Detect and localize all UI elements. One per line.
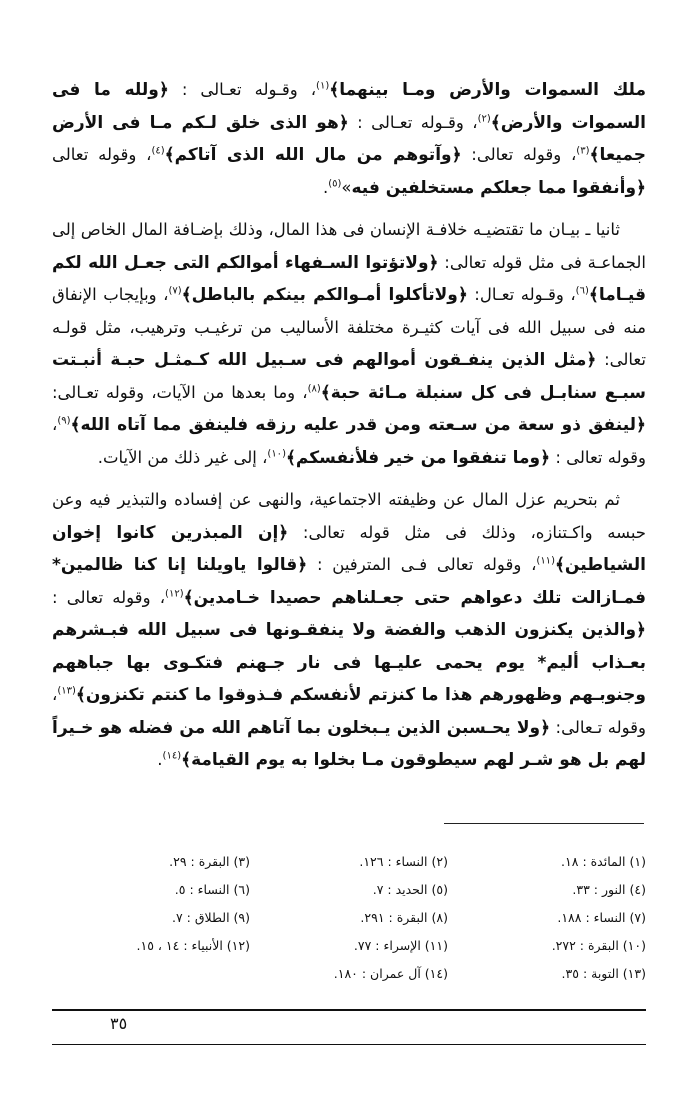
quran-verse: ﴿هو الذى خلق لـكم مـا فى الأرض جميعا﴾ bbox=[52, 112, 647, 165]
footnote-marker: (٦) bbox=[575, 285, 589, 297]
footnote-marker: (١٤) bbox=[162, 750, 182, 762]
footnote-marker: (١) bbox=[316, 80, 330, 92]
footnote-item: (٨) البقرة : ٢٩١. bbox=[360, 910, 448, 925]
footnote-row bbox=[52, 876, 646, 904]
quran-verse: ﴿والذين يكنزون الذهب والفضة ولا ينفقـونها فى سبيل الله فبـشرهم بعـذاب أليم* يوم يحمى عليـها فى نار جـهنم فتكـوى بها جباههم وجنوبـهم وظهورهم هذا ما كنزتم لأنفسكم فـذوقوا ما كنتم تكنزون﴾ bbox=[52, 620, 646, 705]
page-footer-rule-lower bbox=[52, 1044, 646, 1045]
footnote-marker: (٨) bbox=[307, 383, 321, 394]
footnote-separator bbox=[444, 823, 644, 824]
footnote-marker: (٣) bbox=[576, 145, 590, 157]
footnote-item bbox=[52, 960, 250, 988]
footnotes bbox=[52, 848, 646, 988]
quran-verse: ﴿مثل الذين ينفـقون أموالهم فى سـبيل الله كـمثـل حبـة أنبـتت سبـع سنابـل فى كل سنبلة مـائة حبة﴾ bbox=[52, 350, 646, 403]
quran-verse: ﴿لينفق ذو سعة من سـعته ومن قدر عليه رزقه فلينفق مما آتاه الله﴾ bbox=[70, 415, 646, 435]
quran-verse: ﴿وأنفقوا مما جعلكم مستخلفين فيه bbox=[351, 177, 646, 198]
footnote-marker: (٥) bbox=[328, 178, 342, 189]
paragraph-2 bbox=[52, 214, 646, 474]
body-text: ، وقوله تعالى : bbox=[52, 415, 646, 467]
body-text: » bbox=[341, 177, 352, 197]
footnote-marker: (٩) bbox=[57, 415, 71, 427]
footnote-item: (٧) النساء : ١٨٨. bbox=[557, 910, 646, 925]
quran-verse: ﴿ولاتؤتوا السـفهاء أموالكم التى جعـل الله لكم قيـاما﴾ bbox=[52, 252, 646, 305]
footnote-marker: (١٢) bbox=[165, 588, 184, 599]
quran-verse: ﴿ولاتأكلوا أمـوالكم بينكم بالباطل﴾ bbox=[181, 285, 468, 305]
body-text: ، وما بعدها من الآيات، وقوله تعـالى: bbox=[52, 382, 308, 402]
body-text: ، وقوله تعالى : bbox=[52, 587, 166, 607]
quran-verse: ﴿إن المبذرين كانوا إخوان الشياطين﴾ bbox=[52, 522, 647, 575]
footnote-marker: (٢) bbox=[477, 113, 491, 124]
body-text: ، إلى غير ذلك من الآيات. bbox=[97, 447, 268, 467]
page-footer-rule bbox=[52, 1009, 646, 1011]
footnote-item: (٦) النساء : ٥. bbox=[174, 882, 250, 897]
paragraph-3 bbox=[52, 484, 646, 777]
footnote-marker: (١٣) bbox=[57, 685, 76, 697]
quran-verse: ﴿قالوا ياويلنا إنا كنا ظالمين* فمـازالت تلك دعواهم حتى جعـلناهم حصيدا خـامدين﴾ bbox=[52, 555, 646, 608]
footnote-marker: (١١) bbox=[536, 555, 555, 567]
body-text: . bbox=[157, 750, 163, 769]
footnote-item: (١٣) التوبة : ٣٥. bbox=[561, 966, 646, 981]
footnote-item: (٣) البقرة : ٢٩. bbox=[169, 854, 250, 869]
footnote-row bbox=[52, 932, 646, 960]
footnote-item: (١٢) الأنبياء : ١٤ ، ١٥. bbox=[136, 938, 250, 953]
paragraph-1 bbox=[52, 74, 646, 204]
body-text: ثانيا ـ بيـان ما تقتضيـه خلافـة الإنسان فى هذا المال، وذلك بإضـافة المال الخاص إلى الجماعـة فى مثل قوله تعالى: bbox=[52, 220, 646, 272]
body-text: ، وبإيجاب الإنفاق منه فى سبيل الله فى آيات كثيـرة مختلفة الأساليب من ترغيـب وترهيب، مثل قولـه تعالى: bbox=[52, 285, 646, 369]
footnote-item: (٢) النساء : ١٢٦. bbox=[359, 854, 448, 869]
footnote-item: (٤) النور : ٣٣. bbox=[572, 882, 646, 897]
body-text: ، وقوله تعالى فـى المترفين : bbox=[307, 555, 537, 574]
quran-verse: ﴿ولله ما فى السموات والأرض﴾ bbox=[52, 80, 646, 133]
body-text: ، وقوله تعالى: bbox=[461, 145, 577, 164]
footnote-item: (٥) الحديد : ٧. bbox=[372, 882, 448, 897]
body-text: ، وقـوله تعـالى : bbox=[168, 80, 317, 99]
body-text: ثم بتحريم عزل المال عن وظيفته الاجتماعية، والنهى عن إفساده والتبذير فيه وعن حبسه واكـتنازه، وذلك فى مثل قوله تعالى: bbox=[52, 490, 646, 542]
footnote-item: (١١) الإسراء : ٧٧. bbox=[353, 938, 448, 953]
footnote-marker: (٤) bbox=[151, 145, 165, 157]
footnote-marker: (٧) bbox=[168, 285, 182, 297]
quran-verse: ﴿ولا يحـسبن الذين يـبخلون بما آتاهم الله من فضله هو خـيراً لهم بل هو شـر لهم سيطوقون مـا بخلوا به يوم القيامة﴾ bbox=[52, 717, 646, 770]
footnote-row bbox=[52, 904, 646, 932]
body-text: ، وقـوله تعـالى : bbox=[348, 112, 478, 132]
footnote-row bbox=[52, 960, 646, 988]
quran-verse: ﴿وما تنفقوا من خير فلأنفسكم﴾ bbox=[285, 447, 551, 468]
footnote-item: (١) المائدة : ١٨. bbox=[561, 854, 646, 869]
quran-verse: ﴿وآتوهم من مال الله الذى آتاكم﴾ bbox=[164, 145, 462, 165]
footnote-marker: (١٠) bbox=[267, 448, 286, 459]
page-number: ٣٥ bbox=[110, 1014, 128, 1033]
body-text: . bbox=[322, 177, 329, 197]
page-body bbox=[52, 74, 646, 787]
footnote-item: (٩) الطلاق : ٧. bbox=[171, 910, 250, 925]
body-text: ، وقوله تـعالى: bbox=[52, 685, 646, 737]
body-text: ، وقوله تعالى bbox=[52, 145, 152, 164]
footnote-item: (١٠) البقرة : ٢٧٢. bbox=[551, 938, 646, 953]
footnote-row bbox=[52, 848, 646, 876]
footnote-item: (١٤) آل عمران : ١٨٠. bbox=[333, 966, 448, 981]
quran-verse: ملك السموات والأرض ومـا بينهما﴾ bbox=[329, 80, 646, 100]
body-text: ، وقـوله تعـال: bbox=[467, 285, 576, 304]
